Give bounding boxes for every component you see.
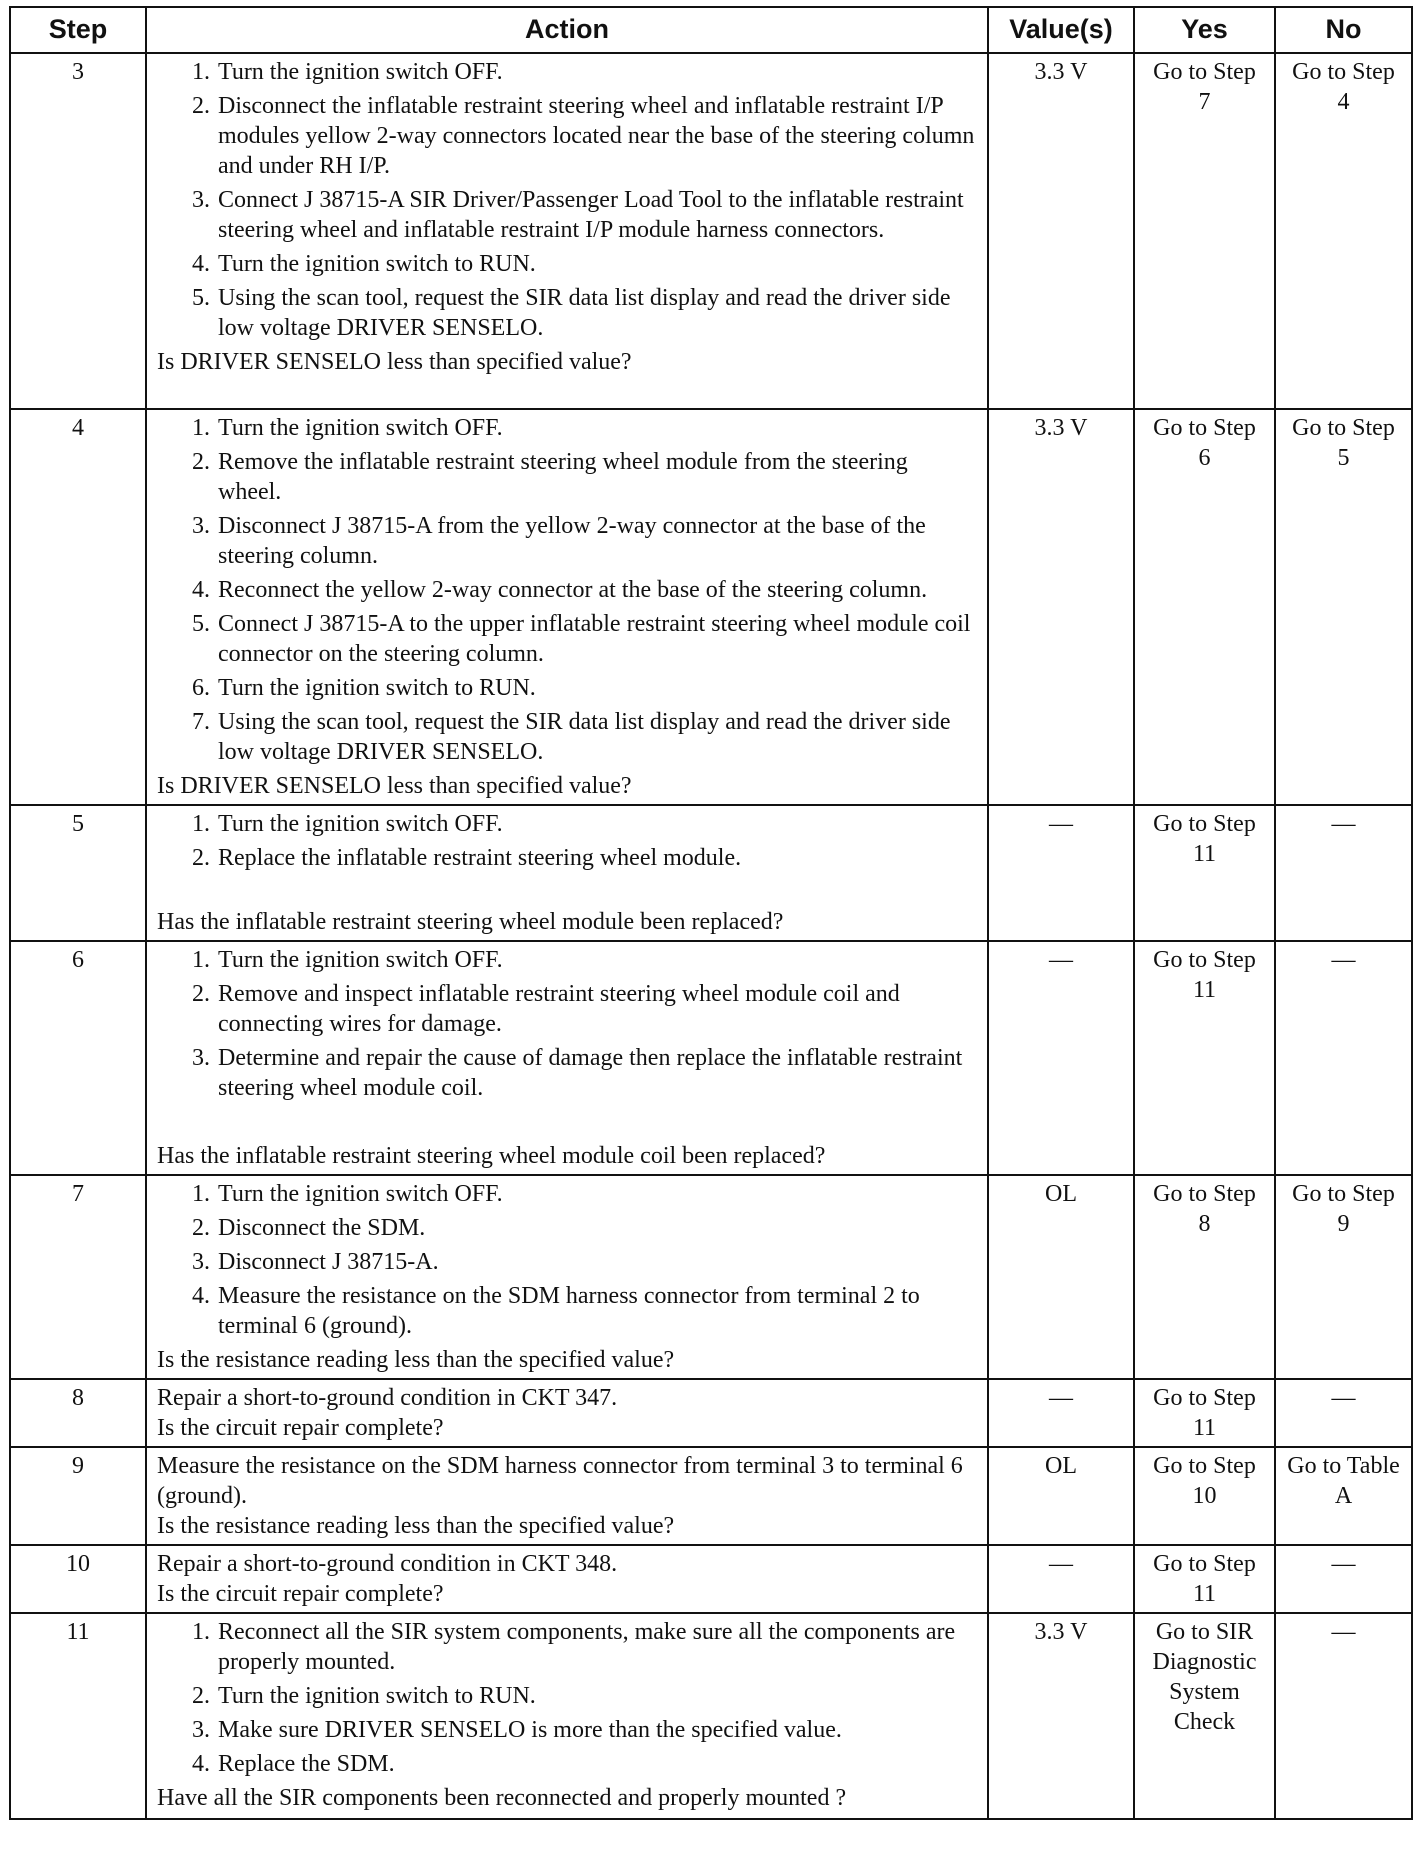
action-question: Is the circuit repair complete? xyxy=(157,1581,444,1607)
action-item: 5. Using the scan tool, request the SIR data list display and read the driver side low voltage DRIVER SENSELO. xyxy=(216,283,977,343)
header-action: Action xyxy=(146,7,988,53)
no-cell: — xyxy=(1275,1379,1412,1447)
action-question: Is DRIVER SENSELO less than specified value? xyxy=(157,349,632,375)
action-item: 1. Turn the ignition switch OFF. xyxy=(216,809,977,839)
yes-cell: Go to Step 10 xyxy=(1134,1447,1275,1545)
action-item: 3. Determine and repair the cause of damage then replace the inflatable restraint steering wheel module coil. xyxy=(216,1043,977,1103)
action-question: Is the resistance reading less than the specified value? xyxy=(157,1347,675,1373)
value-cell: — xyxy=(988,805,1134,941)
action-question: Has the inflatable restraint steering wheel module coil been replaced? xyxy=(157,1143,826,1169)
step-number: 4 xyxy=(10,409,146,805)
action-item: 1. Turn the ignition switch OFF. xyxy=(216,57,977,87)
step-number: 11 xyxy=(10,1613,146,1819)
value-cell: 3.3 V xyxy=(988,1613,1134,1819)
table-row-step-11 xyxy=(10,1613,1412,1819)
diagnostic-table xyxy=(9,6,1413,1820)
action-cell xyxy=(146,409,988,805)
no-cell: — xyxy=(1275,805,1412,941)
action-cell xyxy=(146,941,988,1175)
value-cell: — xyxy=(988,941,1134,1175)
header-no: No xyxy=(1275,7,1412,53)
table-row-step-5 xyxy=(10,805,1412,941)
yes-cell: Go to Step 11 xyxy=(1134,805,1275,941)
step-number: 6 xyxy=(10,941,146,1175)
header-step: Step xyxy=(10,7,146,53)
action-item: 3. Connect J 38715-A SIR Driver/Passenger Load Tool to the inflatable restraint steering wheel and inflatable restraint I/P module harness connectors. xyxy=(216,185,977,245)
value-cell: 3.3 V xyxy=(988,409,1134,805)
step-number: 8 xyxy=(10,1379,146,1447)
table-row-step-6 xyxy=(10,941,1412,1175)
step-number: 7 xyxy=(10,1175,146,1379)
action-cell xyxy=(146,1545,988,1613)
action-list xyxy=(157,809,977,873)
no-cell: Go to Step 4 xyxy=(1275,53,1412,409)
action-cell xyxy=(146,53,988,409)
table-row-step-9 xyxy=(10,1447,1412,1545)
action-item: 1. Reconnect all the SIR system components, make sure all the components are properly mounted. xyxy=(216,1617,977,1677)
action-item: 2. Turn the ignition switch to RUN. xyxy=(216,1681,977,1711)
yes-cell: Go to Step 11 xyxy=(1134,1545,1275,1613)
action-question: Has the inflatable restraint steering wheel module been replaced? xyxy=(157,909,784,935)
header-value: Value(s) xyxy=(988,7,1134,53)
action-list xyxy=(157,1617,977,1779)
action-text: Measure the resistance on the SDM harness connector from terminal 3 to terminal 6 (ground). xyxy=(157,1453,963,1509)
no-cell: — xyxy=(1275,1545,1412,1613)
value-cell: 3.3 V xyxy=(988,53,1134,409)
table-row-step-10 xyxy=(10,1545,1412,1613)
action-item: 3. Disconnect J 38715-A. xyxy=(216,1247,977,1277)
action-item: 1. Turn the ignition switch OFF. xyxy=(216,945,977,975)
yes-cell: Go to SIR Diagnostic System Check xyxy=(1134,1613,1275,1819)
action-item: 1. Turn the ignition switch OFF. xyxy=(216,1179,977,1209)
action-question: Is the circuit repair complete? xyxy=(157,1415,444,1441)
value-cell: — xyxy=(988,1545,1134,1613)
action-item: 2. Replace the inflatable restraint steering wheel module. xyxy=(216,843,977,873)
action-cell xyxy=(146,1175,988,1379)
action-item: 4. Replace the SDM. xyxy=(216,1749,977,1779)
no-cell: — xyxy=(1275,941,1412,1175)
action-list xyxy=(157,57,977,343)
action-list xyxy=(157,1179,977,1341)
value-cell: — xyxy=(988,1379,1134,1447)
yes-cell: Go to Step 11 xyxy=(1134,941,1275,1175)
action-item: 3. Make sure DRIVER SENSELO is more than the specified value. xyxy=(216,1715,977,1745)
action-item: 2. Remove the inflatable restraint steering wheel module from the steering wheel. xyxy=(216,447,977,507)
no-cell: Go to Step 5 xyxy=(1275,409,1412,805)
no-cell: Go to Step 9 xyxy=(1275,1175,1412,1379)
yes-cell: Go to Step 6 xyxy=(1134,409,1275,805)
action-list xyxy=(157,413,977,767)
step-number: 9 xyxy=(10,1447,146,1545)
value-cell: OL xyxy=(988,1447,1134,1545)
action-item: 4. Turn the ignition switch to RUN. xyxy=(216,249,977,279)
table-row-step-4 xyxy=(10,409,1412,805)
yes-cell: Go to Step 7 xyxy=(1134,53,1275,409)
table-row-step-3 xyxy=(10,53,1412,409)
action-item: 4. Reconnect the yellow 2-way connector at the base of the steering column. xyxy=(216,575,977,605)
value-cell: OL xyxy=(988,1175,1134,1379)
action-list xyxy=(157,945,977,1103)
action-cell xyxy=(146,1379,988,1447)
step-number: 5 xyxy=(10,805,146,941)
action-item: 2. Remove and inspect inflatable restraint steering wheel module coil and connecting wires for damage. xyxy=(216,979,977,1039)
header-row xyxy=(10,7,1412,53)
action-item: 5. Connect J 38715-A to the upper inflatable restraint steering wheel module coil connector on the steering column. xyxy=(216,609,977,669)
action-cell xyxy=(146,1447,988,1545)
action-question: Is the resistance reading less than the specified value? xyxy=(157,1513,675,1539)
action-cell xyxy=(146,805,988,941)
no-cell: — xyxy=(1275,1613,1412,1819)
header-yes: Yes xyxy=(1134,7,1275,53)
table-row-step-7 xyxy=(10,1175,1412,1379)
action-item: 2. Disconnect the SDM. xyxy=(216,1213,977,1243)
action-item: 4. Measure the resistance on the SDM harness connector from terminal 2 to terminal 6 (ground). xyxy=(216,1281,977,1341)
step-number: 3 xyxy=(10,53,146,409)
table-row-step-8 xyxy=(10,1379,1412,1447)
action-item: 7. Using the scan tool, request the SIR data list display and read the driver side low voltage DRIVER SENSELO. xyxy=(216,707,977,767)
action-item: 2. Disconnect the inflatable restraint steering wheel and inflatable restraint I/P modules yellow 2-way connectors located near the base of the steering column and under RH I/P. xyxy=(216,91,977,181)
no-cell: Go to Table A xyxy=(1275,1447,1412,1545)
action-question: Have all the SIR components been reconnected and properly mounted ? xyxy=(157,1785,847,1811)
action-text: Repair a short-to-ground condition in CKT 347. xyxy=(157,1385,618,1411)
action-item: 1. Turn the ignition switch OFF. xyxy=(216,413,977,443)
action-text: Repair a short-to-ground condition in CKT 348. xyxy=(157,1551,618,1577)
action-item: 6. Turn the ignition switch to RUN. xyxy=(216,673,977,703)
yes-cell: Go to Step 8 xyxy=(1134,1175,1275,1379)
step-number: 10 xyxy=(10,1545,146,1613)
action-question: Is DRIVER SENSELO less than specified value? xyxy=(157,773,632,799)
yes-cell: Go to Step 11 xyxy=(1134,1379,1275,1447)
action-cell xyxy=(146,1613,988,1819)
action-item: 3. Disconnect J 38715-A from the yellow 2-way connector at the base of the steering column. xyxy=(216,511,977,571)
